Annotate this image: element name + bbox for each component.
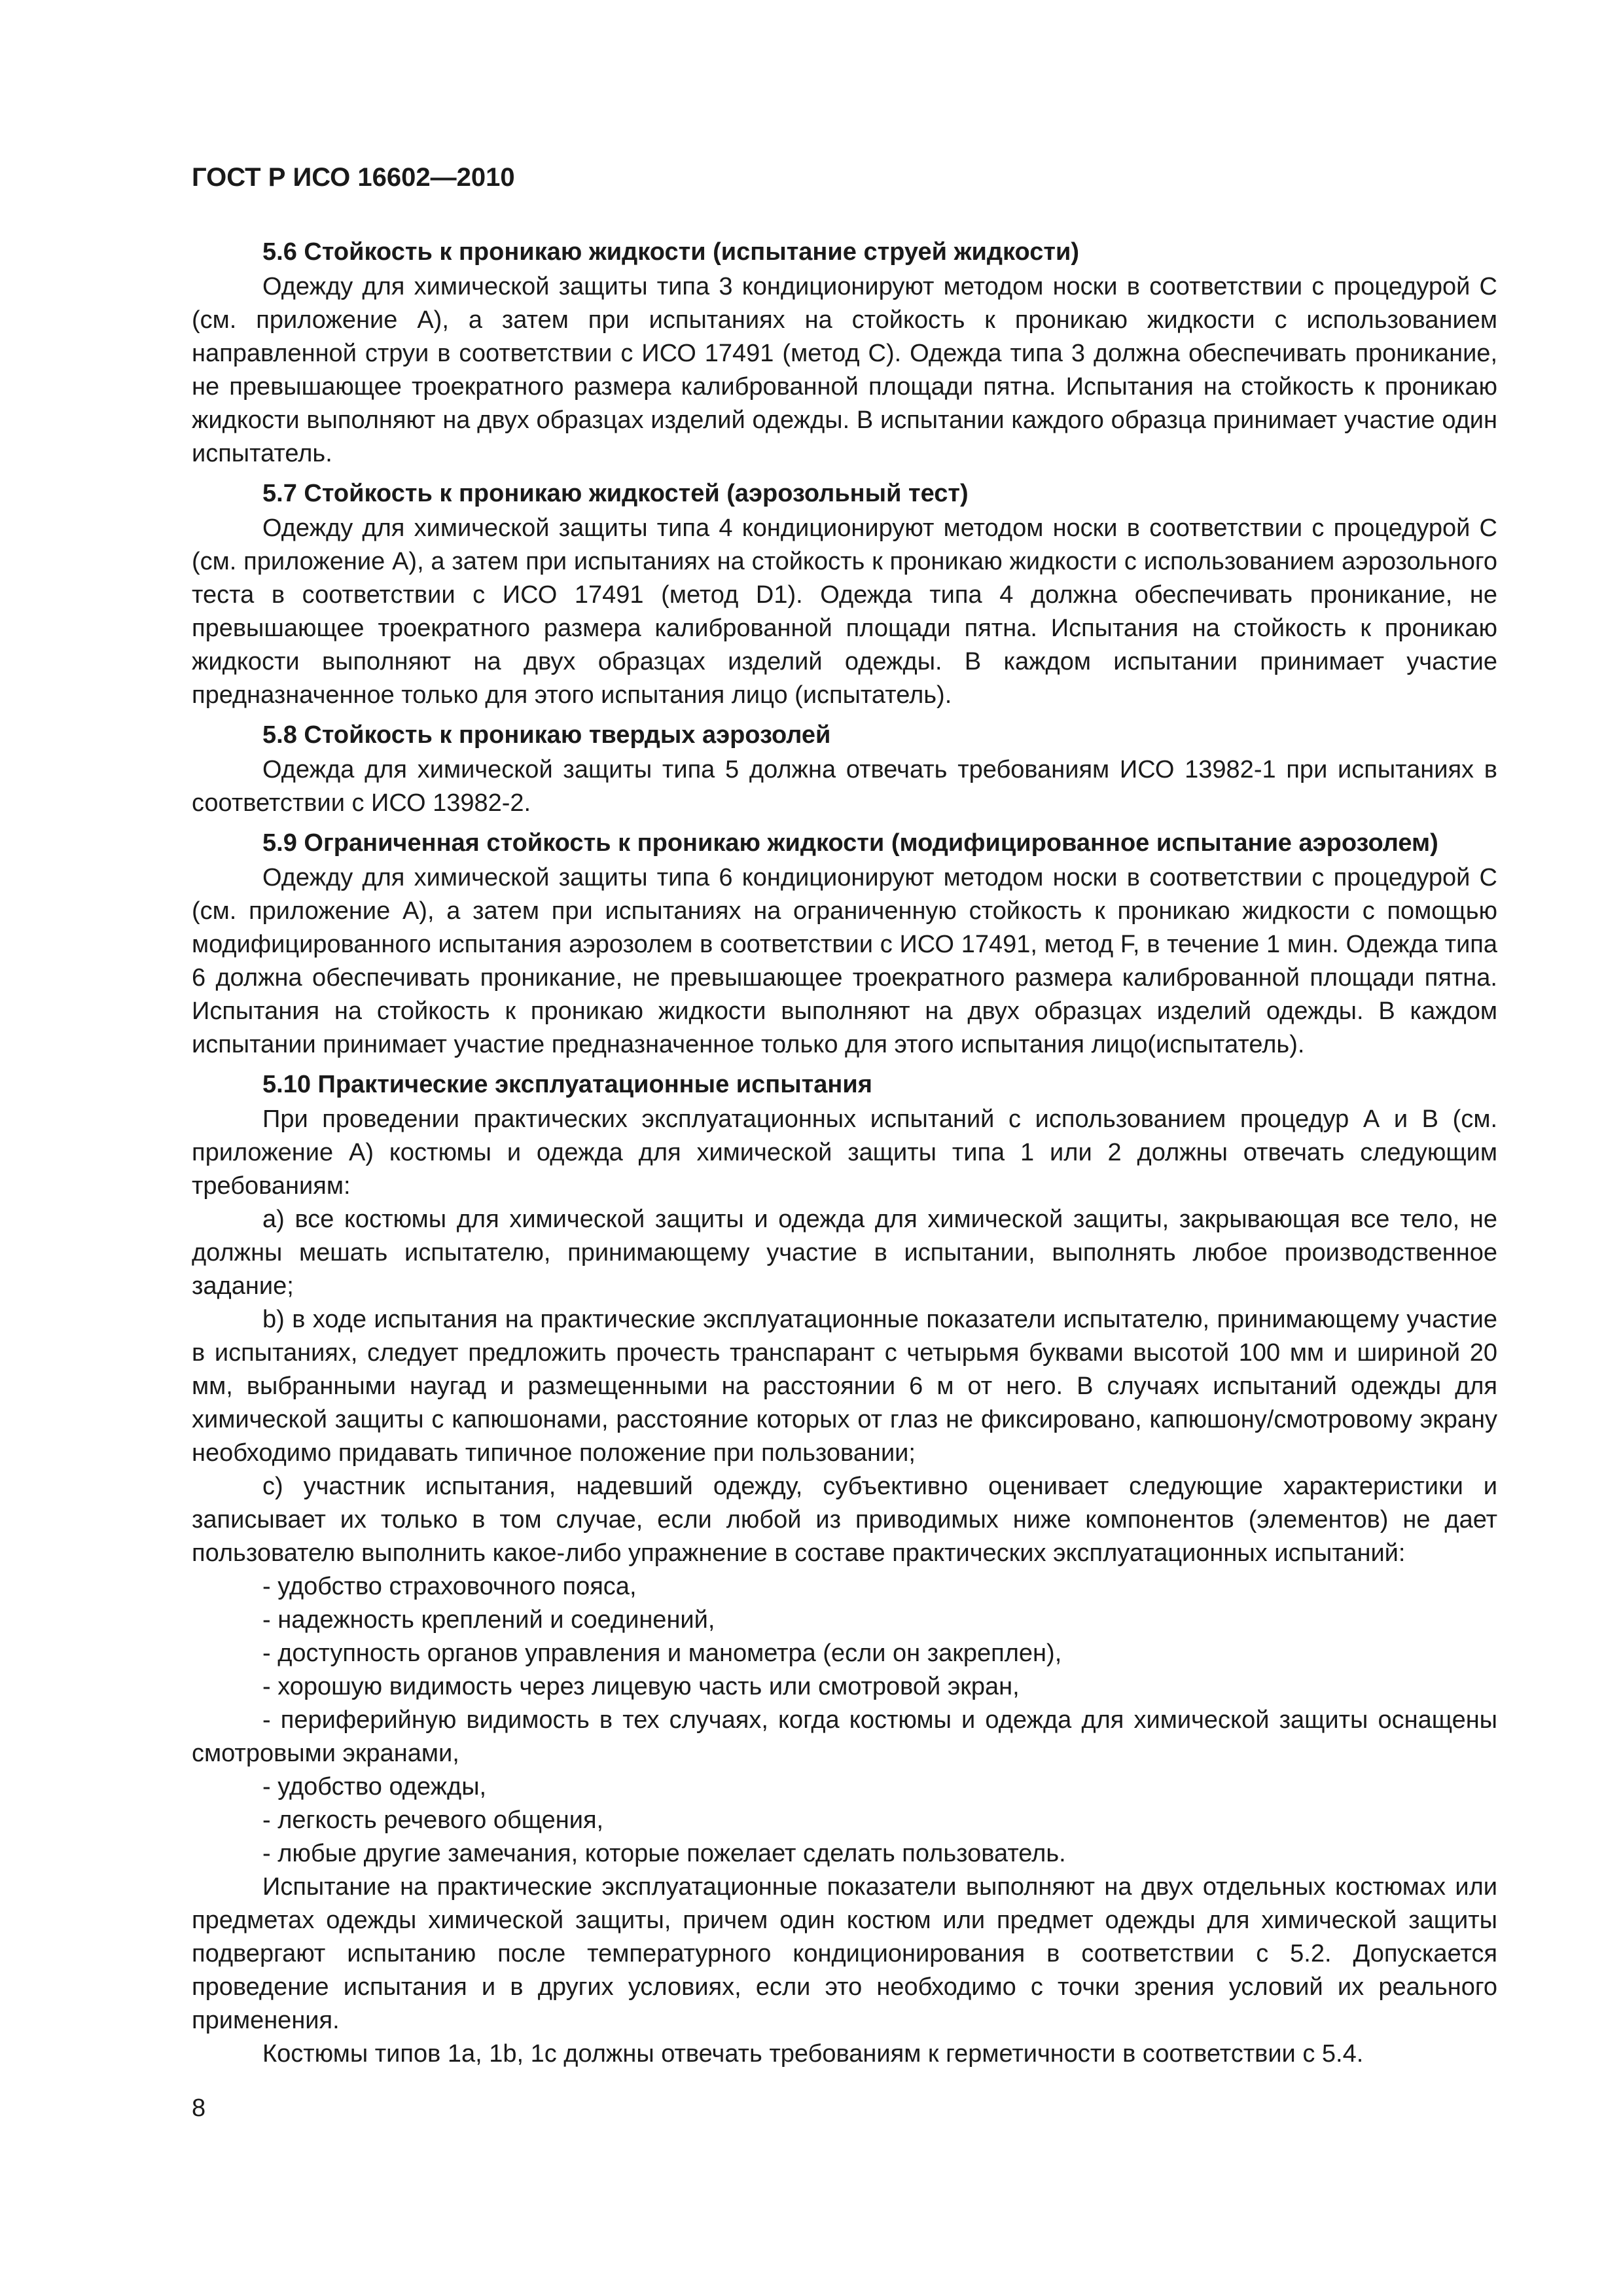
dash-item: - удобство страховочного пояса, [262,1573,637,1600]
section-heading-5-6: 5.6 Стойкость к проникаю жидкости (испытание струей жидкости) [262,238,1079,266]
paragraph: Одежда для химической защиты типа 5 должна отвечать требованиям ИСО 13982-1 при испытаниях в соответствии с ИСО 13982-2. [192,756,1497,817]
running-header: ГОСТ Р ИСО 16602—2010 [192,163,515,192]
dash-item: - любые другие замечания, которые пожелает сделать пользователь. [262,1840,1066,1867]
paragraph: Одежду для химической защиты типа 4 кондиционируют методом носки в соответствии с процедурой С (см. приложение А), а затем при испытаниях на стойкость к проникаю жидкости с использованием аэрозольного теста в соответствии с ИСО 17491 (метод D1). Одежда типа 4 должна обеспечивать проникание, не превышающее троекратного размера калиброванной площади пятна. Испытания на стойкость к проникаю жидкости выполняют на двух образцах изделий одежды. В каждом испытании принимает участие предназначенное только для этого испытания лицо (испытатель). [192,514,1497,709]
section-heading-5-10: 5.10 Практические эксплуатационные испытания [262,1071,872,1098]
dash-item: - легкость речевого общения, [262,1806,604,1834]
paragraph: При проведении практических эксплуатационных испытаний с использованием процедур А и В (см. приложение А) костюмы и одежда для химической защиты типа 1 или 2 должны отвечать следующим требованиям: [192,1105,1497,1200]
dash-item: - хорошую видимость через лицевую часть или смотровой экран, [262,1673,1020,1700]
list-item-a: а) все костюмы для химической защиты и одежда для химической защиты, закрывающая все тело, не должны мешать испытателю, принимающему участие в испытании, выполнять любое производственное задание; [192,1206,1497,1300]
dash-item: - доступность органов управления и манометра (если он закреплен), [262,1640,1062,1667]
paragraph: Одежду для химической защиты типа 3 кондиционируют методом носки в соответствии с процедурой С (см. приложение А), а затем при испытаниях на стойкость к проникаю жидкости с использованием направленной струи в соответствии с ИСО 17491 (метод С). Одежда типа 3 должна обеспечивать проникание, не превышающее троекратного размера калиброванной площади пятна. Испытания на стойкость к проникаю жидкости выполняют на двух образцах изделий одежды. В испытании каждого образца принимает участие один испытатель. [192,273,1497,467]
list-item-b: b) в ходе испытания на практические эксплуатационные показатели испытателю, принимающему участие в испытаниях, следует предложить прочесть транспарант с четырьмя буквами высотой 100 мм и шириной 20 мм, выбранными наугад и размещенными на расстоянии 6 м от него. В случаях испытаний одежды для химической защиты с капюшонами, расстояние которых от глаз не фиксировано, капюшону/смотровому экрану необходимо придавать типичное положение при пользовании; [192,1306,1497,1467]
section-heading-5-7: 5.7 Стойкость к проникаю жидкостей (аэрозольный тест) [262,480,969,507]
paragraph: Одежду для химической защиты типа 6 кондиционируют методом носки в соответствии с процедурой С (см. приложение А), а затем при испытаниях на ограниченную стойкость к проникаю жидкости с помощью модифицированного испытания аэрозолем в соответствии с ИСО 17491, метод F, в течение 1 мин. Одежда типа 6 должна обеспечивать проникание, не превышающее троекратного размера калиброванной площади пятна. Испытания на стойкость к проникаю жидкости выполняют на двух образцах изделий одежды. В каждом испытании принимает участие предназначенное только для этого испытания лицо(испытатель). [192,864,1497,1058]
section-heading-5-9: 5.9 Ограниченная стойкость к проникаю жидкости (модифицированное испытание аэрозолем) [262,829,1438,857]
paragraph: Костюмы типов 1а, 1b, 1с должны отвечать требованиям к герметичности в соответствии с 5.4. [262,2040,1364,2068]
dash-item: - периферийную видимость в тех случаях, когда костюмы и одежда для химической защиты оснащены смотровыми экранами, [192,1706,1497,1767]
section-heading-5-8: 5.8 Стойкость к проникаю твердых аэрозолей [262,721,831,749]
dash-item: - удобство одежды, [262,1773,487,1801]
page-number: 8 [192,2094,206,2122]
list-item-c: с) участник испытания, надевший одежду, субъективно оценивает следующие характеристики и записывает их только в том случае, если любой из приводимых ниже компонентов (элементов) не дает пользователю выполнить какое-либо упражнение в составе практических эксплуатационных испытаний: [192,1473,1497,1567]
document-body [192,236,1497,2071]
dash-item: - надежность креплений и соединений, [262,1606,715,1634]
paragraph: Испытание на практические эксплуатационные показатели выполняют на двух отдельных костюмах или предметах одежды химической защиты, причем один костюм или предмет одежды для химической защиты подвергают испытанию после температурного кондиционирования в соответствии с 5.2. Допускается проведение испытания и в других условиях, если это необходимо с точки зрения условий их реального применения. [192,1873,1497,2034]
